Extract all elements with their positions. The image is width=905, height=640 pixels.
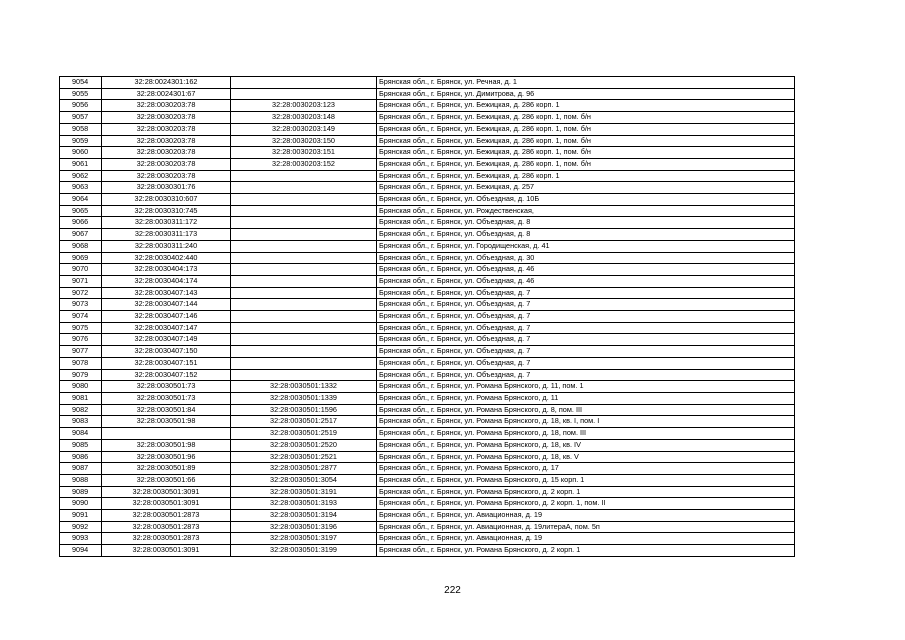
object-cadastral-number-cell — [231, 264, 377, 276]
object-cadastral-number-cell: 32:28:0030501:1332 — [231, 381, 377, 393]
cadastral-number-cell: 32:28:0030301:76 — [102, 182, 231, 194]
address-cell: Брянская обл., г. Брянск, ул. Объездная, д. 7 — [377, 287, 795, 299]
table-row — [60, 486, 795, 498]
table-row — [60, 545, 795, 557]
row-number-cell: 9094 — [60, 545, 102, 557]
table-row — [60, 474, 795, 486]
address-cell: Брянская обл., г. Брянск, ул. Романа Брянского, д. 2 корп. 1 — [377, 486, 795, 498]
row-number-cell: 9062 — [60, 170, 102, 182]
cadastral-number-cell: 32:28:0030501:73 — [102, 381, 231, 393]
row-number-cell: 9069 — [60, 252, 102, 264]
cadastral-number-cell: 32:28:0030404:174 — [102, 275, 231, 287]
address-cell: Брянская обл., г. Брянск, ул. Авиационная, д. 19 — [377, 533, 795, 545]
address-cell: Брянская обл., г. Брянск, ул. Объездная, д. 7 — [377, 334, 795, 346]
row-number-cell: 9089 — [60, 486, 102, 498]
cadastral-number-cell: 32:28:0030501:96 — [102, 451, 231, 463]
cadastral-number-cell: 32:28:0030203:78 — [102, 123, 231, 135]
object-cadastral-number-cell: 32:28:0030203:149 — [231, 123, 377, 135]
address-cell: Брянская обл., г. Брянск, ул. Объездная, д. 7 — [377, 299, 795, 311]
table-row — [60, 463, 795, 475]
address-cell: Брянская обл., г. Брянск, ул. Бежицкая, д. 286 корп. 1, пом. б/н — [377, 123, 795, 135]
address-cell: Брянская обл., г. Брянск, ул. Бежицкая, д. 286 корп. 1, пом. б/н — [377, 147, 795, 159]
object-cadastral-number-cell — [231, 240, 377, 252]
table-row — [60, 88, 795, 100]
cadastral-number-cell: 32:28:0030203:78 — [102, 112, 231, 124]
address-cell: Брянская обл., г. Брянск, ул. Рождественская, — [377, 205, 795, 217]
address-cell: Брянская обл., г. Брянск, ул. Бежицкая, д. 286 корп. 1 — [377, 170, 795, 182]
row-number-cell: 9054 — [60, 77, 102, 89]
row-number-cell: 9081 — [60, 392, 102, 404]
address-cell: Брянская обл., г. Брянск, ул. Авиационная, д. 19литераА, пом. 5п — [377, 521, 795, 533]
object-cadastral-number-cell: 32:28:0030501:3054 — [231, 474, 377, 486]
row-number-cell: 9056 — [60, 100, 102, 112]
row-number-cell: 9092 — [60, 521, 102, 533]
cadastral-number-cell: 32:28:0030404:173 — [102, 264, 231, 276]
address-cell: Брянская обл., г. Брянск, ул. Романа Брянского, д. 2 корп. 1 — [377, 545, 795, 557]
address-cell: Брянская обл., г. Брянск, ул. Романа Брянского, д. 18, кв. IV — [377, 439, 795, 451]
table-row — [60, 135, 795, 147]
object-cadastral-number-cell — [231, 194, 377, 206]
address-cell: Брянская обл., г. Брянск, ул. Объездная, д. 7 — [377, 369, 795, 381]
table-row — [60, 510, 795, 522]
object-cadastral-number-cell: 32:28:0030203:148 — [231, 112, 377, 124]
address-cell: Брянская обл., г. Брянск, ул. Объездная, д. 8 — [377, 217, 795, 229]
row-number-cell: 9080 — [60, 381, 102, 393]
address-cell: Брянская обл., г. Брянск, ул. Речная, д. 1 — [377, 77, 795, 89]
cadastral-number-cell: 32:28:0030501:3091 — [102, 498, 231, 510]
object-cadastral-number-cell: 32:28:0030501:3193 — [231, 498, 377, 510]
cadastral-number-cell: 32:28:0030311:173 — [102, 229, 231, 241]
table-row — [60, 123, 795, 135]
table-row — [60, 217, 795, 229]
table-row — [60, 404, 795, 416]
object-cadastral-number-cell — [231, 77, 377, 89]
cadastral-number-cell: 32:28:0030203:78 — [102, 100, 231, 112]
table-row — [60, 357, 795, 369]
cadastral-number-cell: 32:28:0030407:151 — [102, 357, 231, 369]
address-cell: Брянская обл., г. Брянск, ул. Объездная, д. 7 — [377, 346, 795, 358]
address-cell: Брянская обл., г. Брянск, ул. Романа Брянского, д. 11 — [377, 392, 795, 404]
address-cell: Брянская обл., г. Брянск, ул. Бежицкая, д. 286 корп. 1, пом. б/н — [377, 112, 795, 124]
object-cadastral-number-cell — [231, 299, 377, 311]
object-cadastral-number-cell — [231, 88, 377, 100]
cadastral-number-cell: 32:28:0030501:2873 — [102, 521, 231, 533]
table-row — [60, 112, 795, 124]
object-cadastral-number-cell: 32:28:0030501:2521 — [231, 451, 377, 463]
row-number-cell: 9090 — [60, 498, 102, 510]
cadastral-number-cell: 32:28:0030501:3091 — [102, 545, 231, 557]
object-cadastral-number-cell: 32:28:0030203:151 — [231, 147, 377, 159]
address-cell: Брянская обл., г. Брянск, ул. Бежицкая, д. 286 корп. 1, пом. б/н — [377, 135, 795, 147]
object-cadastral-number-cell — [231, 346, 377, 358]
row-number-cell: 9074 — [60, 311, 102, 323]
table-row — [60, 392, 795, 404]
table-row — [60, 275, 795, 287]
page-number: 222 — [444, 585, 461, 596]
row-number-cell: 9088 — [60, 474, 102, 486]
cadastral-number-cell: 32:28:0030501:98 — [102, 416, 231, 428]
object-cadastral-number-cell: 32:28:0030501:3199 — [231, 545, 377, 557]
object-cadastral-number-cell — [231, 311, 377, 323]
address-cell: Брянская обл., г. Брянск, ул. Объездная, д. 46 — [377, 264, 795, 276]
table-row — [60, 240, 795, 252]
table-row — [60, 77, 795, 89]
table-row — [60, 533, 795, 545]
cadastral-number-cell: 32:28:0030407:143 — [102, 287, 231, 299]
cadastral-number-cell: 32:28:0030407:146 — [102, 311, 231, 323]
row-number-cell: 9068 — [60, 240, 102, 252]
row-number-cell: 9085 — [60, 439, 102, 451]
table-row — [60, 299, 795, 311]
row-number-cell: 9058 — [60, 123, 102, 135]
address-cell: Брянская обл., г. Брянск, ул. Романа Брянского, д. 2 корп. 1, пом. II — [377, 498, 795, 510]
address-cell: Брянская обл., г. Брянск, ул. Бежицкая, д. 286 корп. 1 — [377, 100, 795, 112]
cadastral-number-cell — [102, 428, 231, 440]
table-row — [60, 346, 795, 358]
table-row — [60, 521, 795, 533]
row-number-cell: 9057 — [60, 112, 102, 124]
cadastral-number-cell: 32:28:0030407:147 — [102, 322, 231, 334]
address-cell: Брянская обл., г. Брянск, ул. Бежицкая, д. 257 — [377, 182, 795, 194]
address-cell: Брянская обл., г. Брянск, ул. Бежицкая, д. 286 корп. 1, пом. б/н — [377, 158, 795, 170]
object-cadastral-number-cell: 32:28:0030501:2517 — [231, 416, 377, 428]
cadastral-number-cell: 32:28:0030501:2873 — [102, 510, 231, 522]
object-cadastral-number-cell — [231, 334, 377, 346]
cadastral-number-cell: 32:28:0030501:73 — [102, 392, 231, 404]
cadastral-number-cell: 32:28:0024301:67 — [102, 88, 231, 100]
row-number-cell: 9076 — [60, 334, 102, 346]
object-cadastral-number-cell — [231, 357, 377, 369]
address-cell: Брянская обл., г. Брянск, ул. Романа Брянского, д. 18, кв. V — [377, 451, 795, 463]
address-cell: Брянская обл., г. Брянск, ул. Романа Брянского, д. 15 корп. 1 — [377, 474, 795, 486]
cadastral-number-cell: 32:28:0030407:152 — [102, 369, 231, 381]
table-row — [60, 322, 795, 334]
object-cadastral-number-cell: 32:28:0030501:2877 — [231, 463, 377, 475]
row-number-cell: 9087 — [60, 463, 102, 475]
row-number-cell: 9065 — [60, 205, 102, 217]
table-row — [60, 252, 795, 264]
cadastral-number-cell: 32:28:0030501:84 — [102, 404, 231, 416]
table-row — [60, 158, 795, 170]
object-cadastral-number-cell: 32:28:0030501:1596 — [231, 404, 377, 416]
object-cadastral-number-cell — [231, 205, 377, 217]
cadastral-number-cell: 32:28:0030407:149 — [102, 334, 231, 346]
address-cell: Брянская обл., г. Брянск, ул. Городищенская, д. 41 — [377, 240, 795, 252]
row-number-cell: 9071 — [60, 275, 102, 287]
cadastral-number-cell: 32:28:0030407:144 — [102, 299, 231, 311]
cadastral-number-cell: 32:28:0030311:172 — [102, 217, 231, 229]
address-cell: Брянская обл., г. Брянск, ул. Романа Брянского, д. 18, пом. III — [377, 428, 795, 440]
table-row — [60, 439, 795, 451]
row-number-cell: 9066 — [60, 217, 102, 229]
object-cadastral-number-cell — [231, 217, 377, 229]
registry-table-body — [60, 77, 795, 557]
address-cell: Брянская обл., г. Брянск, ул. Объездная, д. 10Б — [377, 194, 795, 206]
row-number-cell: 9093 — [60, 533, 102, 545]
row-number-cell: 9086 — [60, 451, 102, 463]
object-cadastral-number-cell: 32:28:0030501:3194 — [231, 510, 377, 522]
object-cadastral-number-cell — [231, 229, 377, 241]
object-cadastral-number-cell: 32:28:0030501:2519 — [231, 428, 377, 440]
address-cell: Брянская обл., г. Брянск, ул. Объездная, д. 46 — [377, 275, 795, 287]
address-cell: Брянская обл., г. Брянск, ул. Объездная, д. 8 — [377, 229, 795, 241]
object-cadastral-number-cell — [231, 252, 377, 264]
row-number-cell: 9091 — [60, 510, 102, 522]
object-cadastral-number-cell: 32:28:0030203:123 — [231, 100, 377, 112]
row-number-cell: 9059 — [60, 135, 102, 147]
row-number-cell: 9075 — [60, 322, 102, 334]
row-number-cell: 9079 — [60, 369, 102, 381]
object-cadastral-number-cell: 32:28:0030203:150 — [231, 135, 377, 147]
table-row — [60, 182, 795, 194]
address-cell: Брянская обл., г. Брянск, ул. Романа Брянского, д. 18, кв. I, пом. I — [377, 416, 795, 428]
cadastral-number-cell: 32:28:0030501:66 — [102, 474, 231, 486]
cadastral-number-cell: 32:28:0024301:162 — [102, 77, 231, 89]
registry-table — [59, 76, 795, 557]
row-number-cell: 9084 — [60, 428, 102, 440]
cadastral-number-cell: 32:28:0030501:89 — [102, 463, 231, 475]
row-number-cell: 9055 — [60, 88, 102, 100]
object-cadastral-number-cell: 32:28:0030203:152 — [231, 158, 377, 170]
object-cadastral-number-cell — [231, 369, 377, 381]
address-cell: Брянская обл., г. Брянск, ул. Объездная, д. 7 — [377, 322, 795, 334]
address-cell: Брянская обл., г. Брянск, ул. Димитрова, д. 96 — [377, 88, 795, 100]
address-cell: Брянская обл., г. Брянск, ул. Объездная, д. 7 — [377, 311, 795, 323]
table-row — [60, 416, 795, 428]
address-cell: Брянская обл., г. Брянск, ул. Романа Брянского, д. 8, пом. III — [377, 404, 795, 416]
table-row — [60, 229, 795, 241]
object-cadastral-number-cell: 32:28:0030501:2520 — [231, 439, 377, 451]
cadastral-number-cell: 32:28:0030407:150 — [102, 346, 231, 358]
row-number-cell: 9083 — [60, 416, 102, 428]
cadastral-number-cell: 32:28:0030311:240 — [102, 240, 231, 252]
cadastral-number-cell: 32:28:0030501:3091 — [102, 486, 231, 498]
row-number-cell: 9073 — [60, 299, 102, 311]
address-cell: Брянская обл., г. Брянск, ул. Романа Брянского, д. 17 — [377, 463, 795, 475]
row-number-cell: 9067 — [60, 229, 102, 241]
row-number-cell: 9077 — [60, 346, 102, 358]
cadastral-number-cell: 32:28:0030203:78 — [102, 135, 231, 147]
row-number-cell: 9070 — [60, 264, 102, 276]
table-row — [60, 334, 795, 346]
object-cadastral-number-cell — [231, 170, 377, 182]
row-number-cell: 9078 — [60, 357, 102, 369]
object-cadastral-number-cell: 32:28:0030501:1339 — [231, 392, 377, 404]
address-cell: Брянская обл., г. Брянск, ул. Объездная, д. 7 — [377, 357, 795, 369]
table-row — [60, 194, 795, 206]
table-row — [60, 381, 795, 393]
address-cell: Брянская обл., г. Брянск, ул. Романа Брянского, д. 11, пом. 1 — [377, 381, 795, 393]
row-number-cell: 9061 — [60, 158, 102, 170]
cadastral-number-cell: 32:28:0030203:78 — [102, 170, 231, 182]
table-row — [60, 287, 795, 299]
object-cadastral-number-cell: 32:28:0030501:3196 — [231, 521, 377, 533]
cadastral-number-cell: 32:28:0030310:607 — [102, 194, 231, 206]
cadastral-number-cell: 32:28:0030501:2873 — [102, 533, 231, 545]
cadastral-number-cell: 32:28:0030402:440 — [102, 252, 231, 264]
table-row — [60, 264, 795, 276]
row-number-cell: 9082 — [60, 404, 102, 416]
cadastral-number-cell: 32:28:0030203:78 — [102, 147, 231, 159]
table-row — [60, 147, 795, 159]
table-row — [60, 428, 795, 440]
table-row — [60, 311, 795, 323]
table-row — [60, 170, 795, 182]
object-cadastral-number-cell — [231, 287, 377, 299]
cadastral-number-cell: 32:28:0030501:98 — [102, 439, 231, 451]
row-number-cell: 9060 — [60, 147, 102, 159]
table-row — [60, 369, 795, 381]
cadastral-number-cell: 32:28:0030203:78 — [102, 158, 231, 170]
row-number-cell: 9064 — [60, 194, 102, 206]
table-row — [60, 205, 795, 217]
row-number-cell: 9063 — [60, 182, 102, 194]
object-cadastral-number-cell: 32:28:0030501:3197 — [231, 533, 377, 545]
table-row — [60, 100, 795, 112]
address-cell: Брянская обл., г. Брянск, ул. Объездная, д. 30 — [377, 252, 795, 264]
object-cadastral-number-cell — [231, 322, 377, 334]
cadastral-number-cell: 32:28:0030310:745 — [102, 205, 231, 217]
object-cadastral-number-cell — [231, 182, 377, 194]
row-number-cell: 9072 — [60, 287, 102, 299]
object-cadastral-number-cell: 32:28:0030501:3191 — [231, 486, 377, 498]
object-cadastral-number-cell — [231, 275, 377, 287]
table-row — [60, 451, 795, 463]
address-cell: Брянская обл., г. Брянск, ул. Авиационная, д. 19 — [377, 510, 795, 522]
table-row — [60, 498, 795, 510]
